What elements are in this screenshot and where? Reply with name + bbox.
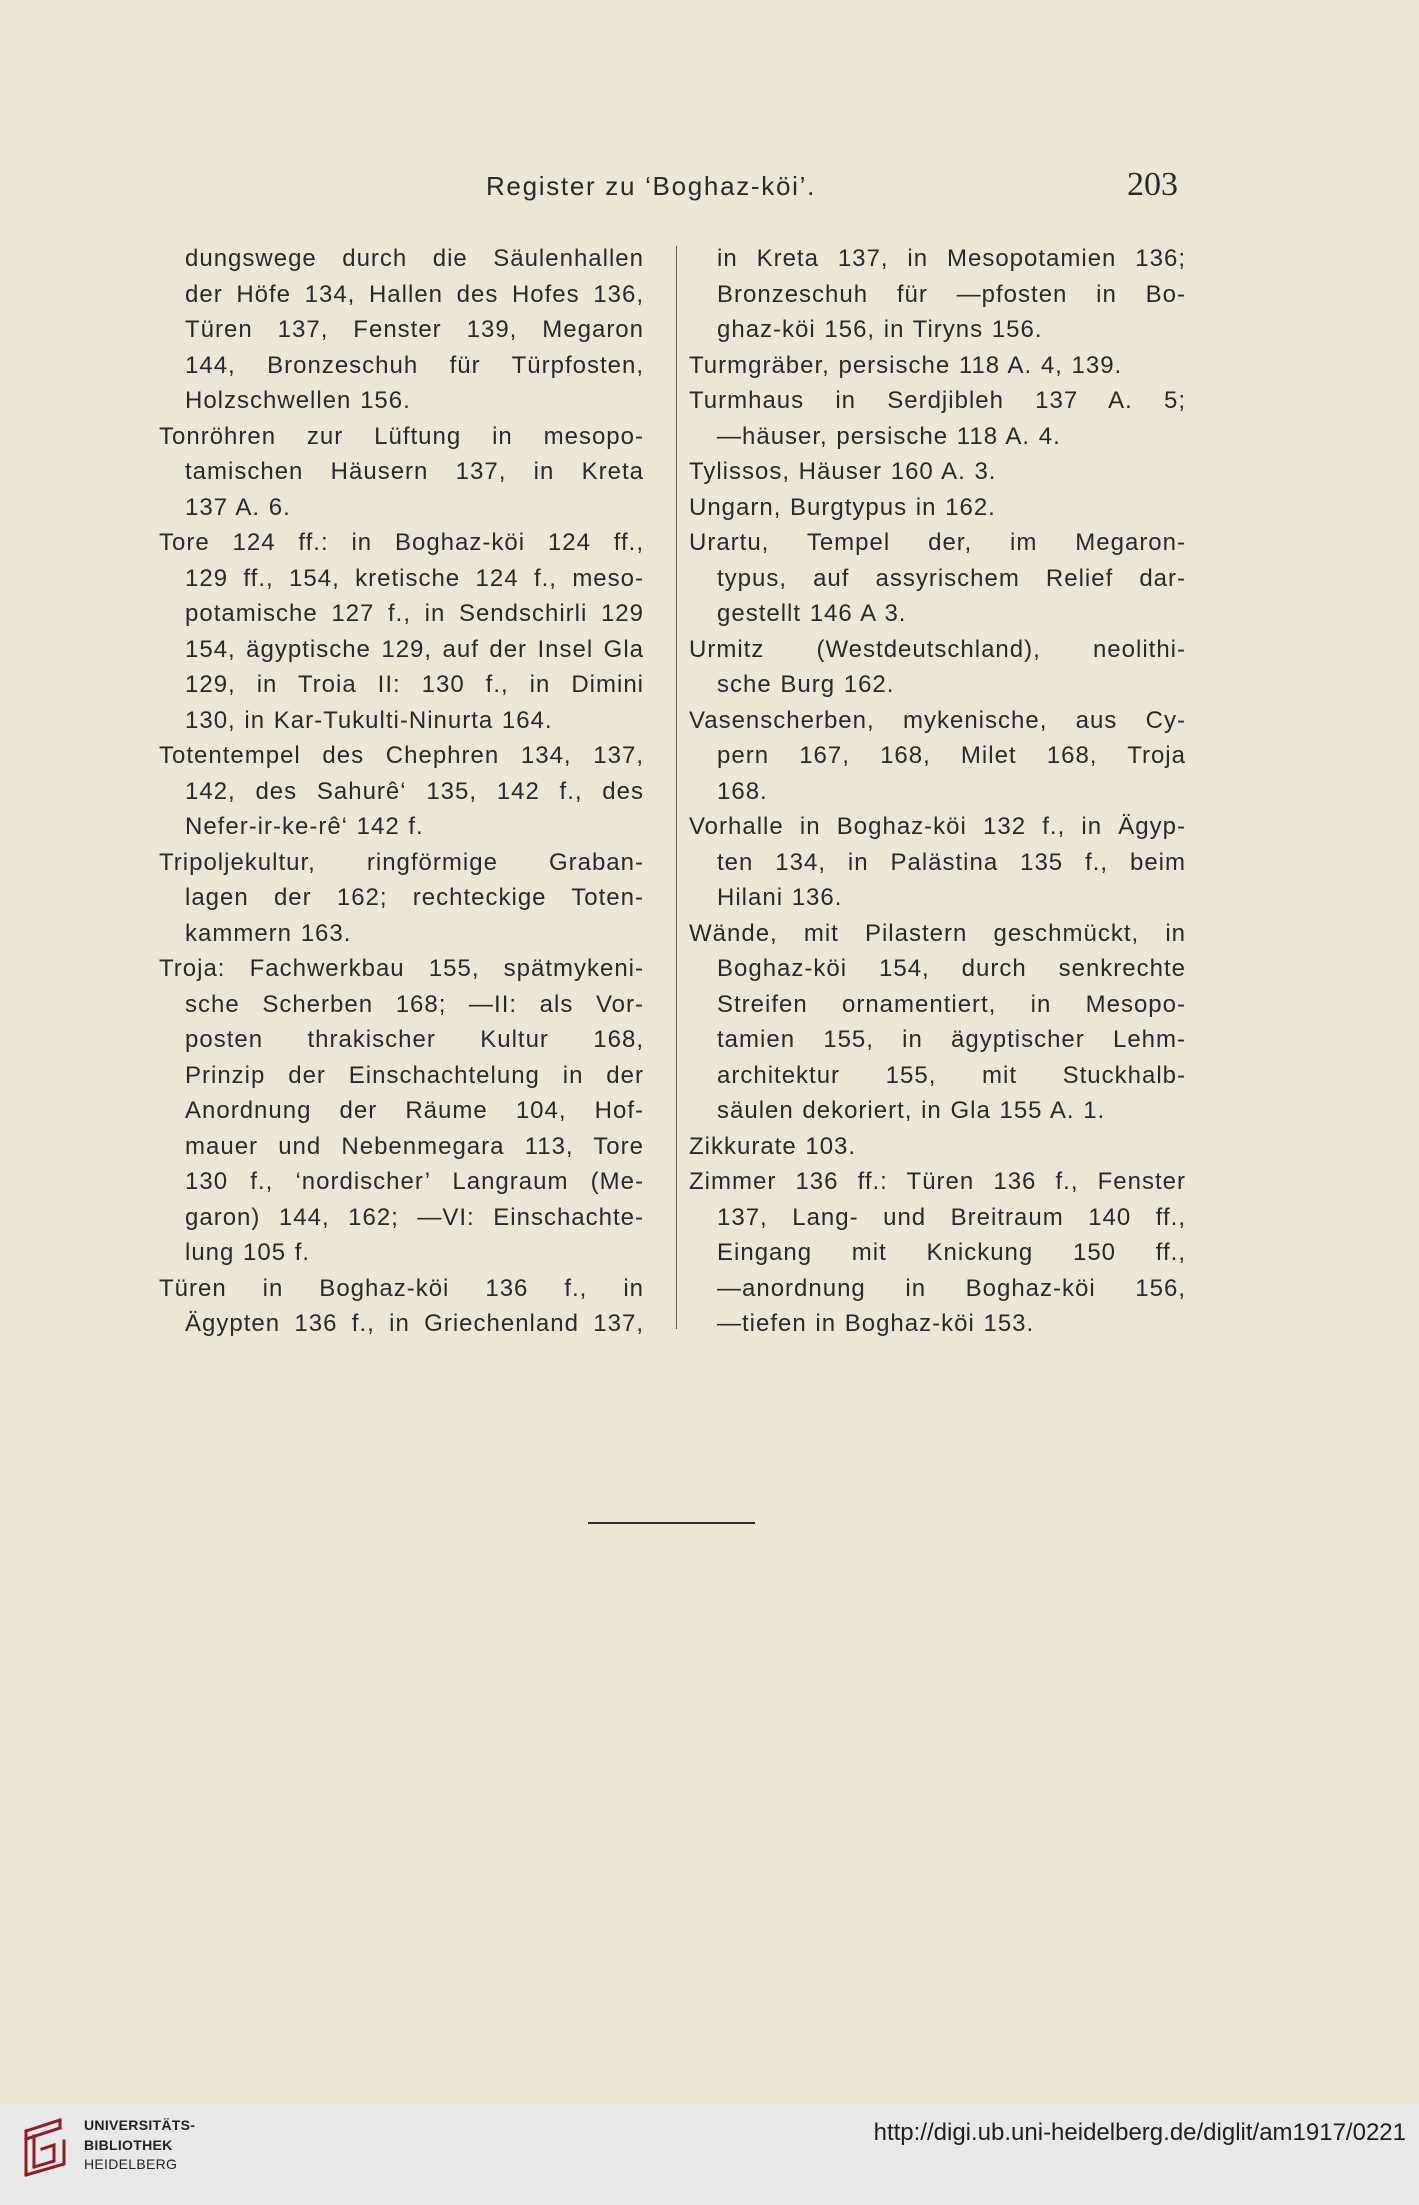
index-entry-line: in Kreta 137, in Mesopotamien 136; bbox=[717, 245, 1186, 272]
index-entry-line: 137, Lang- und Breitraum 140 ff., bbox=[717, 1203, 1186, 1231]
index-entry-line: lagen der 162; rechteckige Toten- bbox=[185, 884, 644, 911]
index-entry-line: 137 A. 6. bbox=[185, 493, 291, 521]
index-entry-line: 129, in Troia II: 130 f., in Dimini bbox=[185, 671, 644, 698]
index-entry bbox=[689, 703, 1186, 810]
index-entry-heading-line: Zikkurate 103. bbox=[689, 1132, 857, 1160]
index-entry bbox=[689, 916, 1186, 1129]
index-entry-line: der Höfe 134, Hallen des Hofes 136, bbox=[185, 280, 644, 308]
index-entry-heading-line: Urartu, Tempel der, im Megaron- bbox=[689, 529, 1186, 556]
index-entry-heading-line: Urmitz (Westdeutschland), neolithi- bbox=[689, 635, 1186, 663]
index-entry-line: sche Burg 162. bbox=[717, 671, 895, 698]
index-entry bbox=[159, 1271, 644, 1342]
index-entry-line: Nefer-ir-ke-rê‘ 142 f. bbox=[185, 813, 424, 840]
index-entry bbox=[159, 419, 644, 526]
index-entry bbox=[689, 525, 1186, 632]
index-entry-line: 130 f., ‘nordischer’ Langraum (Me- bbox=[185, 1168, 644, 1195]
index-entry bbox=[689, 1164, 1186, 1342]
right-column bbox=[689, 241, 1186, 1342]
index-entry-line: Türen 137, Fenster 139, Megaron bbox=[185, 316, 644, 343]
index-entry-line: 142, des Sahurê‘ 135, 142 f., des bbox=[185, 777, 644, 805]
index-entry-heading-line: Tylissos, Häuser 160 A. 3. bbox=[689, 458, 997, 485]
index-entry-line: ghaz-köi 156, in Tiryns 156. bbox=[717, 316, 1043, 343]
index-entry-line: typus, auf assyrischem Relief dar- bbox=[717, 564, 1186, 592]
end-rule bbox=[588, 1522, 755, 1524]
library-name-line: HEIDELBERG bbox=[84, 2156, 178, 2172]
index-entry-line: mauer und Nebenmegara 113, Tore bbox=[185, 1132, 644, 1160]
index-entry-heading-line: Türen in Boghaz-köi 136 f., in bbox=[159, 1274, 644, 1302]
index-entry-line: Holzschwellen 156. bbox=[185, 387, 411, 414]
left-column bbox=[159, 241, 644, 1342]
index-entry-line: lung 105 f. bbox=[185, 1239, 311, 1266]
index-entry bbox=[689, 241, 1186, 348]
index-entry-line: —tiefen in Boghaz-köi 153. bbox=[717, 1310, 1035, 1337]
index-entry-line: 154, ägyptische 129, auf der Insel Gla bbox=[185, 635, 644, 663]
index-entry-line: ten 134, in Palästina 135 f., beim bbox=[717, 848, 1186, 876]
index-entry-heading-line: Zimmer 136 ff.: Türen 136 f., Fenster bbox=[689, 1168, 1186, 1195]
index-entry-heading-line: Wände, mit Pilastern geschmückt, in bbox=[689, 919, 1186, 947]
index-entry-heading-line: Totentempel des Chephren 134, 137, bbox=[159, 742, 644, 769]
index-entry-line: —häuser, persische 118 A. 4. bbox=[717, 422, 1061, 450]
page-number: 203 bbox=[1127, 166, 1178, 203]
index-entry-heading-line: Tore 124 ff.: in Boghaz-köi 124 ff., bbox=[159, 529, 644, 556]
library-name bbox=[84, 2116, 195, 2175]
index-entry-heading-line: Vasenscherben, mykenische, aus Cy- bbox=[689, 706, 1186, 734]
index-entry-line: Boghaz-köi 154, durch senkrechte bbox=[717, 955, 1186, 982]
index-entry-line: Hilani 136. bbox=[717, 884, 843, 911]
index-entry-line: säulen dekoriert, in Gla 155 A. 1. bbox=[717, 1097, 1106, 1124]
index-entry-line: tamien 155, in ägyptischer Lehm- bbox=[717, 1026, 1186, 1053]
running-title: Register zu ‘Boghaz-köi’. bbox=[485, 171, 817, 201]
index-entry bbox=[689, 454, 1186, 490]
index-entry-line: dungswege durch die Säulenhallen bbox=[185, 245, 644, 272]
index-entry-line: garon) 144, 162; —VI: Einschachte- bbox=[185, 1203, 644, 1231]
index-entry-line: posten thrakischer Kultur 168, bbox=[185, 1026, 644, 1053]
index-entry-line: Eingang mit Knickung 150 ff., bbox=[717, 1239, 1186, 1266]
index-entry-heading-line: Tripoljekultur, ringförmige Graban- bbox=[159, 848, 644, 876]
index-entry-line: 130, in Kar-Tukulti-Ninurta 164. bbox=[185, 706, 553, 734]
index-entry bbox=[689, 632, 1186, 703]
index-entry-line: 129 ff., 154, kretische 124 f., meso- bbox=[185, 564, 644, 592]
index-entry-line: —anordnung in Boghaz-köi 156, bbox=[717, 1274, 1186, 1302]
index-entry-line: potamische 127 f., in Sendschirli 129 bbox=[185, 600, 644, 627]
index-entry bbox=[689, 1129, 1186, 1165]
index-entry-line: sche Scherben 168; —II: als Vor- bbox=[185, 990, 644, 1018]
index-entry-line: gestellt 146 A 3. bbox=[717, 600, 907, 627]
index-entry-line: kammern 163. bbox=[185, 919, 352, 947]
index-entry-line: architektur 155, mit Stuckhalb- bbox=[717, 1061, 1186, 1089]
source-url: http://digi.ub.uni-heidelberg.de/diglit/am1917/0221 bbox=[873, 2119, 1406, 2146]
index-entry bbox=[159, 525, 644, 738]
index-entry bbox=[689, 490, 1186, 526]
library-name-line: BIBLIOTHEK bbox=[84, 2136, 173, 2153]
index-entry bbox=[159, 845, 644, 952]
index-entry-line: Anordnung der Räume 104, Hof- bbox=[185, 1097, 644, 1124]
index-entry bbox=[689, 809, 1186, 916]
index-entry-line: Prinzip der Einschachtelung in der bbox=[185, 1061, 644, 1089]
index-entry-heading-line: Vorhalle in Boghaz-köi 132 f., in Ägyp- bbox=[689, 813, 1186, 840]
index-entry-line: tamischen Häusern 137, in Kreta bbox=[185, 458, 644, 485]
index-entry-line: 168. bbox=[717, 777, 768, 805]
index-entry-line: Ägypten 136 f., in Griechenland 137, bbox=[185, 1310, 644, 1337]
index-entry-heading-line: Turmgräber, persische 118 A. 4, 139. bbox=[689, 351, 1123, 379]
university-library-logo-icon bbox=[20, 2115, 72, 2181]
footer-bar bbox=[0, 2106, 1419, 2205]
index-entry bbox=[689, 348, 1186, 384]
index-entry bbox=[159, 951, 644, 1271]
index-entry-heading-line: Tonröhren zur Lüftung in mesopo- bbox=[159, 422, 644, 450]
index-entry-line: pern 167, 168, Milet 168, Troja bbox=[717, 742, 1186, 769]
index-entry bbox=[159, 738, 644, 845]
index-entry-line: 144, Bronzeschuh für Türpfosten, bbox=[185, 351, 644, 379]
index-entry bbox=[689, 383, 1186, 454]
index-entry-line: Streifen ornamentiert, in Mesopo- bbox=[717, 990, 1186, 1018]
index-entry bbox=[159, 241, 644, 419]
index-entry-heading-line: Ungarn, Burgtypus in 162. bbox=[689, 493, 996, 521]
index-entry-heading-line: Troja: Fachwerkbau 155, spätmykeni- bbox=[159, 955, 644, 982]
library-name-line: UNIVERSITÄTS- bbox=[84, 2117, 196, 2133]
index-entry-heading-line: Turmhaus in Serdjibleh 137 A. 5; bbox=[689, 387, 1186, 414]
index-entry-line: Bronzeschuh für —pfosten in Bo- bbox=[717, 280, 1186, 308]
column-divider bbox=[676, 246, 677, 1329]
